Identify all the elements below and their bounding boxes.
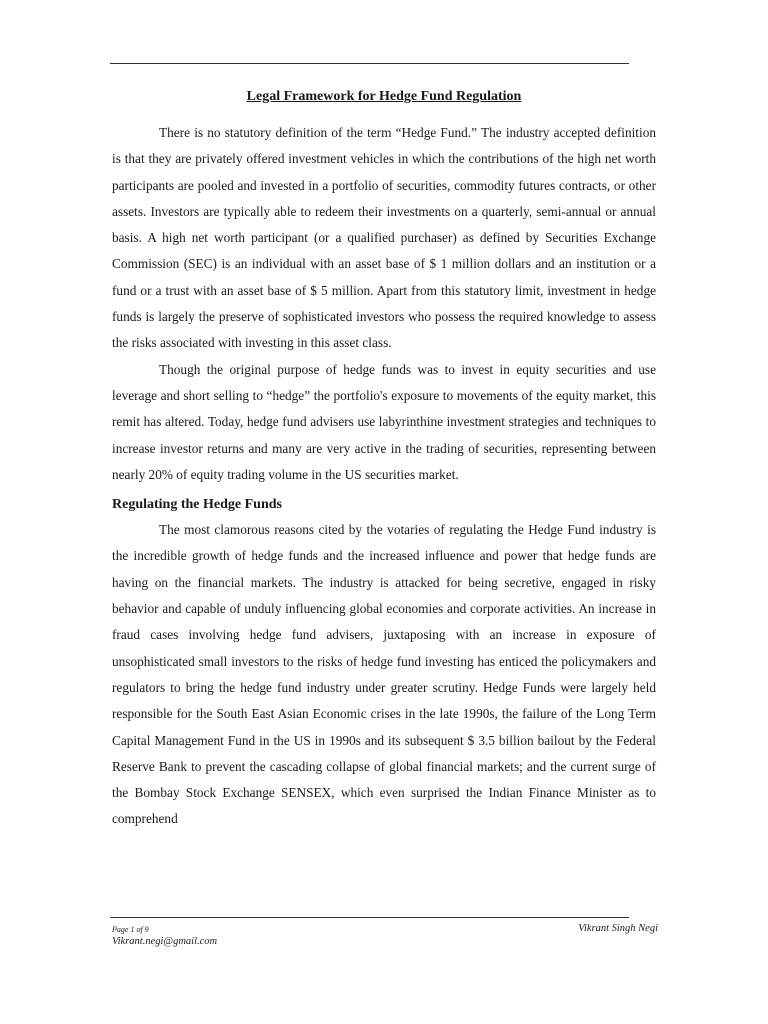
- header-rule: [110, 63, 629, 64]
- author-name: Vikrant Singh Negi: [578, 923, 658, 934]
- body-paragraph: Though the original purpose of hedge funds was to invest in equity securities and use leverage and short selling to “hedge” the portfolio's exposure to movements of the equity market, this remit has altered. Today, hedge fund advisers use labyrinthine investment strategies and techniques to increase investor returns and many are very active in the trading of securities, representing between nearly 20% of equity trading volume in the US securities market.: [112, 361, 656, 482]
- document-body: [112, 120, 656, 833]
- section-heading: Regulating the Hedge Funds: [112, 497, 282, 513]
- section-paragraph: The most clamorous reasons cited by the votaries of regulating the Hedge Fund industry is the incredible growth of hedge funds and the increased influence and power that hedge funds are having on the financial markets. The industry is attacked for being secretive, engaged in risky behavior and capable of unduly influencing global economies and corporate activities. An increase in fraud cases involving hedge fund advisers, juxtaposing with an increase in exposure of unsophisticated small investors to the risks of hedge fund investing has enticed the policymakers and regulators to bring the hedge fund industry under greater scrutiny. Hedge Funds were largely held responsible for the South East Asian Economic crises in the late 1990s, the failure of the Long Term Capital Management Fund in the US in 1990s and its subsequent $ 3.5 billion bailout by the Federal Reserve Bank to prevent the cascading collapse of global financial markets; and the current surge of the Bombay Stock Exchange SENSEX, which even surprised the Indian Finance Minister as to comprehend: [112, 522, 656, 827]
- document-title: Legal Framework for Hedge Fund Regulation: [246, 89, 522, 104]
- author-email: Vikrant.negi@gmail.com: [112, 936, 218, 947]
- body-paragraph: There is no statutory definition of the term “Hedge Fund.” The industry accepted definition is that they are privately offered investment vehicles in which the contributions of the high net worth participants are pooled and invested in a portfolio of securities, commodity futures contracts, or other assets. Investors are typically able to redeem their investments on a quarterly, semi-annual or annual basis. A high net worth participant (or a qualified purchaser) as defined by Securities Exchange Commission (SEC) is an individual with an asset base of $ 1 million dollars and an institution or a fund or a trust with an asset base of $ 5 million. Apart from this statutory limit, investment in hedge funds is largely the preserve of sophisticated investors who possess the required knowledge to assess the risks associated with investing in this asset class.: [112, 125, 656, 351]
- page-number: Page 1 of 9: [112, 925, 149, 934]
- footer-rule: [110, 917, 629, 918]
